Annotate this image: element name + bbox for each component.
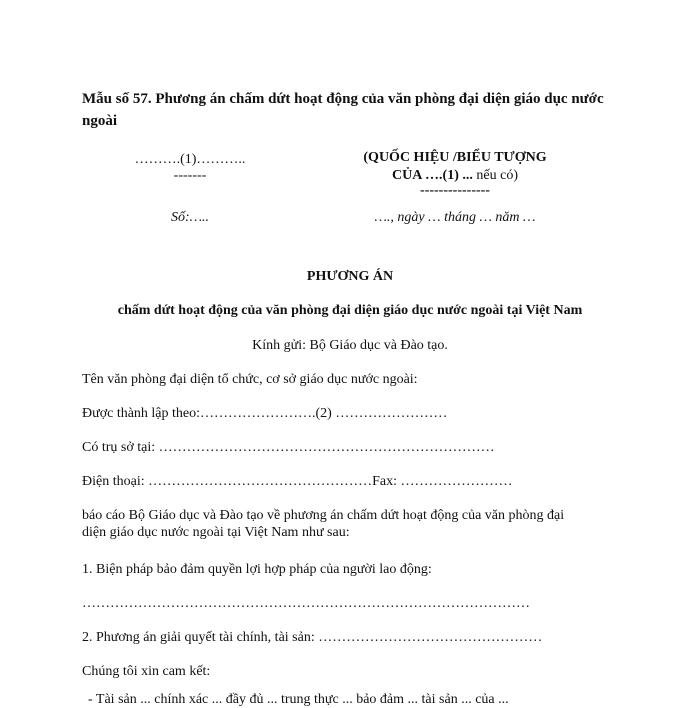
item-1-blank: …………………………………………………………………………………… (82, 596, 530, 611)
document-heading: PHƯƠNG ÁN (306, 269, 394, 284)
national-title-line1: (QUỐC HIỆU /BIỂU TƯỢNG (363, 150, 547, 165)
document-subheading: chấm dứt hoạt động của văn phòng đại diện giáo dục nước ngoài tại Việt Nam (117, 303, 583, 318)
field-headquarters: Có trụ sở tại: ……………………………………………………………… (82, 440, 495, 455)
issuing-org-divider: ------- (173, 168, 207, 183)
national-title-line2-note: nếu có) (476, 168, 518, 183)
national-title-divider: --------------- (420, 183, 490, 198)
item-2: 2. Phương án giải quyết tài chính, tài sản: ………………………………………… (82, 630, 543, 645)
field-office-name: Tên văn phòng đại diện tổ chức, cơ sở giáo dục nước ngoài: (82, 372, 418, 387)
item-1: 1. Biện pháp bảo đảm quyền lợi hợp pháp của người lao động: (82, 562, 432, 577)
commitment-partial-line: - Tài sản ... chính xác ... đầy đủ ... trung thực ... bảo đảm ... tài sản ... của ... (88, 692, 509, 707)
national-title-line2 (340, 168, 570, 184)
document-number: Số:….. (170, 210, 210, 225)
commitment-heading: Chúng tôi xin cam kết: (82, 664, 211, 679)
national-title-line2-main: CỦA ….(1) ... (392, 168, 473, 183)
document-date: …., ngày … tháng … năm … (374, 210, 536, 225)
recipient-line: Kính gửi: Bộ Giáo dục và Đào tạo. (252, 338, 448, 353)
report-line-2: diện giáo dục nước ngoài tại Việt Nam như sau: (82, 525, 350, 540)
issuing-org: ……….(1)……….. (134, 152, 246, 167)
field-established: Được thành lập theo:…………………….(2) …………………… (82, 406, 448, 421)
field-phone-fax: Điện thoại: …………………………………………Fax: …………………… (82, 474, 513, 489)
report-line-1: báo cáo Bộ Giáo dục và Đào tạo về phương án chấm dứt hoạt động của văn phòng đại (82, 508, 565, 523)
form-title: Mẫu số 57. Phương án chấm dứt hoạt động của văn phòng đại diện giáo dục nước ngoài (82, 91, 604, 129)
